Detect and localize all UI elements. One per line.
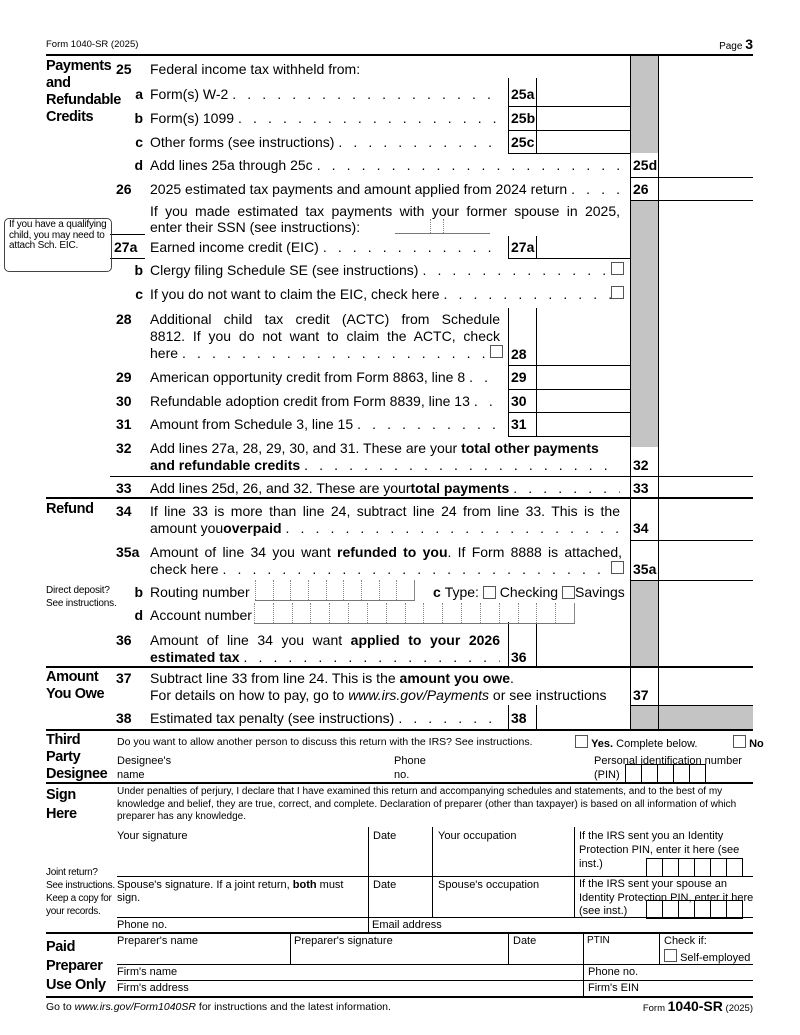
third-party-question: Do you want to allow another person to discuss this return with the IRS? See instructions.: [117, 736, 533, 748]
line-25b-text: Form(s) 1099 . . .: [150, 110, 500, 126]
line-26-text: 2025 estimated tax payments and amount applied from 2024 return . . .: [150, 181, 620, 197]
line-number: 28: [116, 311, 132, 327]
designee-pin-label: Personal identification number: [594, 755, 742, 767]
clergy-checkbox[interactable]: [611, 262, 624, 275]
designee-pin-input[interactable]: [625, 764, 706, 783]
amount-field-37[interactable]: [659, 666, 753, 705]
line-number: 27a: [114, 239, 138, 255]
section-sign-here: Sign Here: [46, 787, 77, 822]
line-27a-text: Earned income credit (EIC) . . .: [150, 239, 500, 255]
direct-deposit-label: Direct deposit?: [46, 585, 110, 596]
page-number: [719, 36, 753, 52]
line-number: 31: [116, 416, 132, 432]
page-num: 3: [745, 36, 753, 52]
box-label-34: 34: [633, 520, 649, 536]
account-number-label: Account number: [150, 607, 252, 623]
box-label-25d: 25d: [633, 157, 658, 173]
eic-callout: If you have a qualifying child, you may need to attach Sch. EIC.: [4, 218, 112, 272]
line-29-text: American opportunity credit from Form 8863, line 8 . . .: [150, 369, 500, 385]
see-instructions-label: See instructions.: [46, 598, 117, 609]
section-amount-you-owe: Amount You Owe: [46, 669, 105, 702]
line-28-text-2: 8812. If you do not want to claim the ACTC, check: [150, 328, 500, 344]
line-34-text-1: If line 33 is more than line 24, subtract line 24 from line 33. This is the: [150, 503, 620, 519]
no-eic-checkbox[interactable]: [611, 286, 624, 299]
box-label-26: 26: [633, 181, 649, 197]
firm-ein-field[interactable]: Firm's EIN: [588, 982, 639, 994]
line-38-text: Estimated tax penalty (see instructions) . . .: [150, 710, 500, 726]
phone-field[interactable]: Phone no.: [117, 919, 168, 931]
footer-form-id: Form 1040-SR (2025): [642, 998, 753, 1014]
form-header-label: Form 1040-SR (2025): [46, 39, 139, 50]
designee-pin-label-2: (PIN): [594, 769, 620, 781]
firm-name-field[interactable]: Firm's name: [117, 966, 178, 978]
ip-pin-input[interactable]: [646, 858, 743, 877]
amount-field-25a[interactable]: [537, 82, 629, 106]
amount-field-32[interactable]: [659, 447, 753, 476]
amount-field-35a[interactable]: [659, 540, 753, 580]
your-signature-field[interactable]: Your signature: [117, 830, 188, 842]
box-label-35a: 35a: [633, 561, 657, 577]
yes-checkbox[interactable]: [575, 735, 588, 748]
savings-checkbox[interactable]: [562, 586, 575, 599]
line-number: 38: [116, 710, 132, 726]
firm-phone-field[interactable]: Phone no.: [588, 966, 639, 978]
spouse-occupation-field[interactable]: Spouse's occupation: [438, 879, 540, 891]
box-label-25a: 25a: [511, 86, 535, 102]
line-number: 37: [116, 670, 132, 686]
spouse-signature-field[interactable]: Spouse's signature. If a joint return, both must sign.: [117, 879, 344, 904]
line-25-text: Federal income tax withheld from:: [150, 61, 361, 77]
line-32-text-2: and refundable credits . . .: [150, 457, 620, 473]
amount-field-29[interactable]: [537, 365, 629, 389]
amount-field-25c[interactable]: [537, 130, 629, 153]
line-36-text-2: estimated tax . . .: [150, 649, 500, 665]
your-date-field[interactable]: Date: [373, 830, 397, 842]
line-letter: c: [135, 286, 143, 302]
amount-field-34[interactable]: [659, 497, 753, 540]
ip-pin-label: If the IRS sent you an Identity Protection PIN, enter it here (see inst.): [579, 830, 740, 870]
amount-field-36[interactable]: [537, 622, 629, 666]
line-letter: d: [134, 607, 143, 623]
line-28-text-1: Additional child tax credit (ACTC) from Schedule: [150, 311, 500, 327]
account-type-group: c Type: Checking Savings: [433, 584, 625, 600]
account-number-input[interactable]: [254, 603, 575, 624]
shaded-cell: [658, 705, 753, 729]
amount-field-26[interactable]: [659, 177, 753, 200]
spouse-date-field[interactable]: Date: [373, 879, 397, 891]
no-checkbox[interactable]: [733, 735, 746, 748]
line-35a-text-2: check here . . .: [150, 561, 624, 577]
line-letter: b: [134, 262, 143, 278]
line-25a-text: Form(s) W-2 . . .: [150, 86, 500, 102]
line-28-text-3: here . . .: [150, 345, 503, 361]
section-payments: Payments and Refundable Credits: [46, 58, 121, 125]
line-number: 29: [116, 369, 132, 385]
box-label-38: 38: [511, 710, 527, 726]
no-actc-checkbox[interactable]: [490, 345, 503, 358]
preparer-signature-field[interactable]: Preparer's signature: [294, 935, 393, 947]
line-30-text: Refundable adoption credit from Form 8839, line 13 . . .: [150, 393, 500, 409]
box-label-27a: 27a: [511, 239, 535, 255]
line-number: 26: [116, 181, 132, 197]
amount-field-25d[interactable]: [659, 153, 753, 177]
line-33-text: Add lines 25d, 26, and 32. These are your total payments . . .: [150, 480, 620, 496]
line-number: 25: [116, 61, 132, 77]
amount-field-31[interactable]: [537, 412, 629, 436]
routing-number-label: Routing number: [150, 584, 250, 600]
firm-address-field[interactable]: Firm's address: [117, 982, 189, 994]
line-26-spouse-text: If you made estimated tax payments with your former spouse in 2025,: [150, 203, 620, 219]
line-36-text-1: Amount of line 34 you want applied to your 2026: [150, 632, 500, 648]
box-label-29: 29: [511, 369, 527, 385]
box-label-36: 36: [511, 649, 527, 665]
line-letter: d: [134, 157, 143, 173]
box-label-30: 30: [511, 393, 527, 409]
page-label: Page: [719, 41, 743, 52]
line-number: 34: [116, 503, 132, 519]
line-letter: b: [134, 584, 143, 600]
amount-field-25b[interactable]: [537, 106, 629, 130]
spouse-ip-pin-input[interactable]: [646, 900, 743, 919]
spouse-ip-pin-label: If the IRS sent your spouse an Identity Protection PIN, enter it here (see inst.): [579, 878, 754, 917]
checking-checkbox[interactable]: [483, 586, 496, 599]
amount-field-28[interactable]: [537, 308, 629, 365]
line-27b-text: Clergy filing Schedule SE (see instructions) . . .: [150, 262, 624, 278]
line-32-text-1: Add lines 27a, 28, 29, 30, and 31. These are your total other payments: [150, 440, 599, 456]
line-27c-text: If you do not want to claim the EIC, check here . . .: [150, 286, 624, 302]
your-occupation-field[interactable]: Your occupation: [438, 830, 517, 842]
self-employed-option[interactable]: Self-employed: [664, 949, 750, 964]
amount-field-27a[interactable]: [537, 236, 629, 258]
box-label-37: 37: [633, 687, 649, 703]
box-label-31: 31: [511, 416, 527, 432]
section-paid-preparer: Paid Preparer Use Only: [46, 939, 106, 993]
box-label-33: 33: [633, 480, 649, 496]
check-if-label: Check if:: [664, 935, 707, 947]
line-letter: a: [135, 86, 143, 102]
box-label-28: 28: [511, 346, 527, 362]
designee-name-label: Designee's: [117, 755, 172, 767]
section-refund: Refund: [46, 501, 94, 517]
footer-instructions: Go to www.irs.gov/Form1040SR for instructions and the latest information.: [46, 1001, 391, 1013]
preparer-name-field[interactable]: Preparer's name: [117, 935, 198, 947]
line-number: 33: [116, 480, 132, 496]
amount-field-30[interactable]: [537, 389, 629, 412]
third-party-yes[interactable]: Yes. Complete below.: [575, 735, 697, 750]
form-8888-checkbox[interactable]: [611, 561, 624, 574]
line-35a-text-1: Amount of line 34 you want refunded to you. If Form 8888 is attached,: [150, 544, 622, 560]
box-label-25b: 25b: [511, 110, 536, 126]
line-37-text-1: Subtract line 33 from line 24. This is the amount you owe.: [150, 670, 514, 686]
former-spouse-ssn-field[interactable]: [395, 219, 490, 234]
line-25d-text: Add lines 25a through 25c . . .: [150, 157, 620, 173]
line-37-text-2: For details on how to pay, go to www.irs.gov/Payments or see instructions: [150, 687, 607, 703]
line-letter: b: [134, 110, 143, 126]
third-party-no[interactable]: No: [733, 735, 764, 750]
perjury-declaration: Under penalties of perjury, I declare that I have examined this return and accompanying schedules and statements, and to the best of my knowledge and belief, they are true, correct, and complete. Declaration of preparer (other than taxpayer) is based on all information of which preparer has any knowledge.: [117, 786, 737, 822]
preparer-date-field[interactable]: Date: [513, 935, 537, 947]
joint-return-note: Joint return? See instructions. Keep a copy for your records.: [46, 867, 115, 917]
line-letter: c: [135, 134, 143, 150]
designee-phone-label: Phone: [394, 755, 426, 767]
line-34-text-2: amount you overpaid . . .: [150, 520, 620, 536]
line-number: 35a: [116, 544, 140, 560]
amount-field-33[interactable]: [659, 476, 753, 497]
line-number: 30: [116, 393, 132, 409]
box-label-25c: 25c: [511, 134, 535, 150]
self-employed-checkbox[interactable]: [664, 949, 677, 962]
line-number: 32: [116, 440, 132, 456]
amount-field-38[interactable]: [537, 705, 629, 729]
box-label-32: 32: [633, 457, 649, 473]
line-number: 36: [116, 632, 132, 648]
email-field[interactable]: Email address: [372, 919, 442, 931]
designee-phone-label-2: no.: [394, 769, 410, 781]
line-25c-text: Other forms (see instructions) . . .: [150, 134, 500, 150]
section-third-party: Third Party Designee: [46, 732, 108, 782]
designee-name-label-2: name: [117, 769, 145, 781]
ptin-field[interactable]: PTIN: [587, 935, 610, 946]
line-26-ssn-label: enter their SSN (see instructions):: [150, 219, 361, 235]
line-31-text: Amount from Schedule 3, line 15 . . .: [150, 416, 500, 432]
routing-number-input[interactable]: [255, 580, 415, 601]
